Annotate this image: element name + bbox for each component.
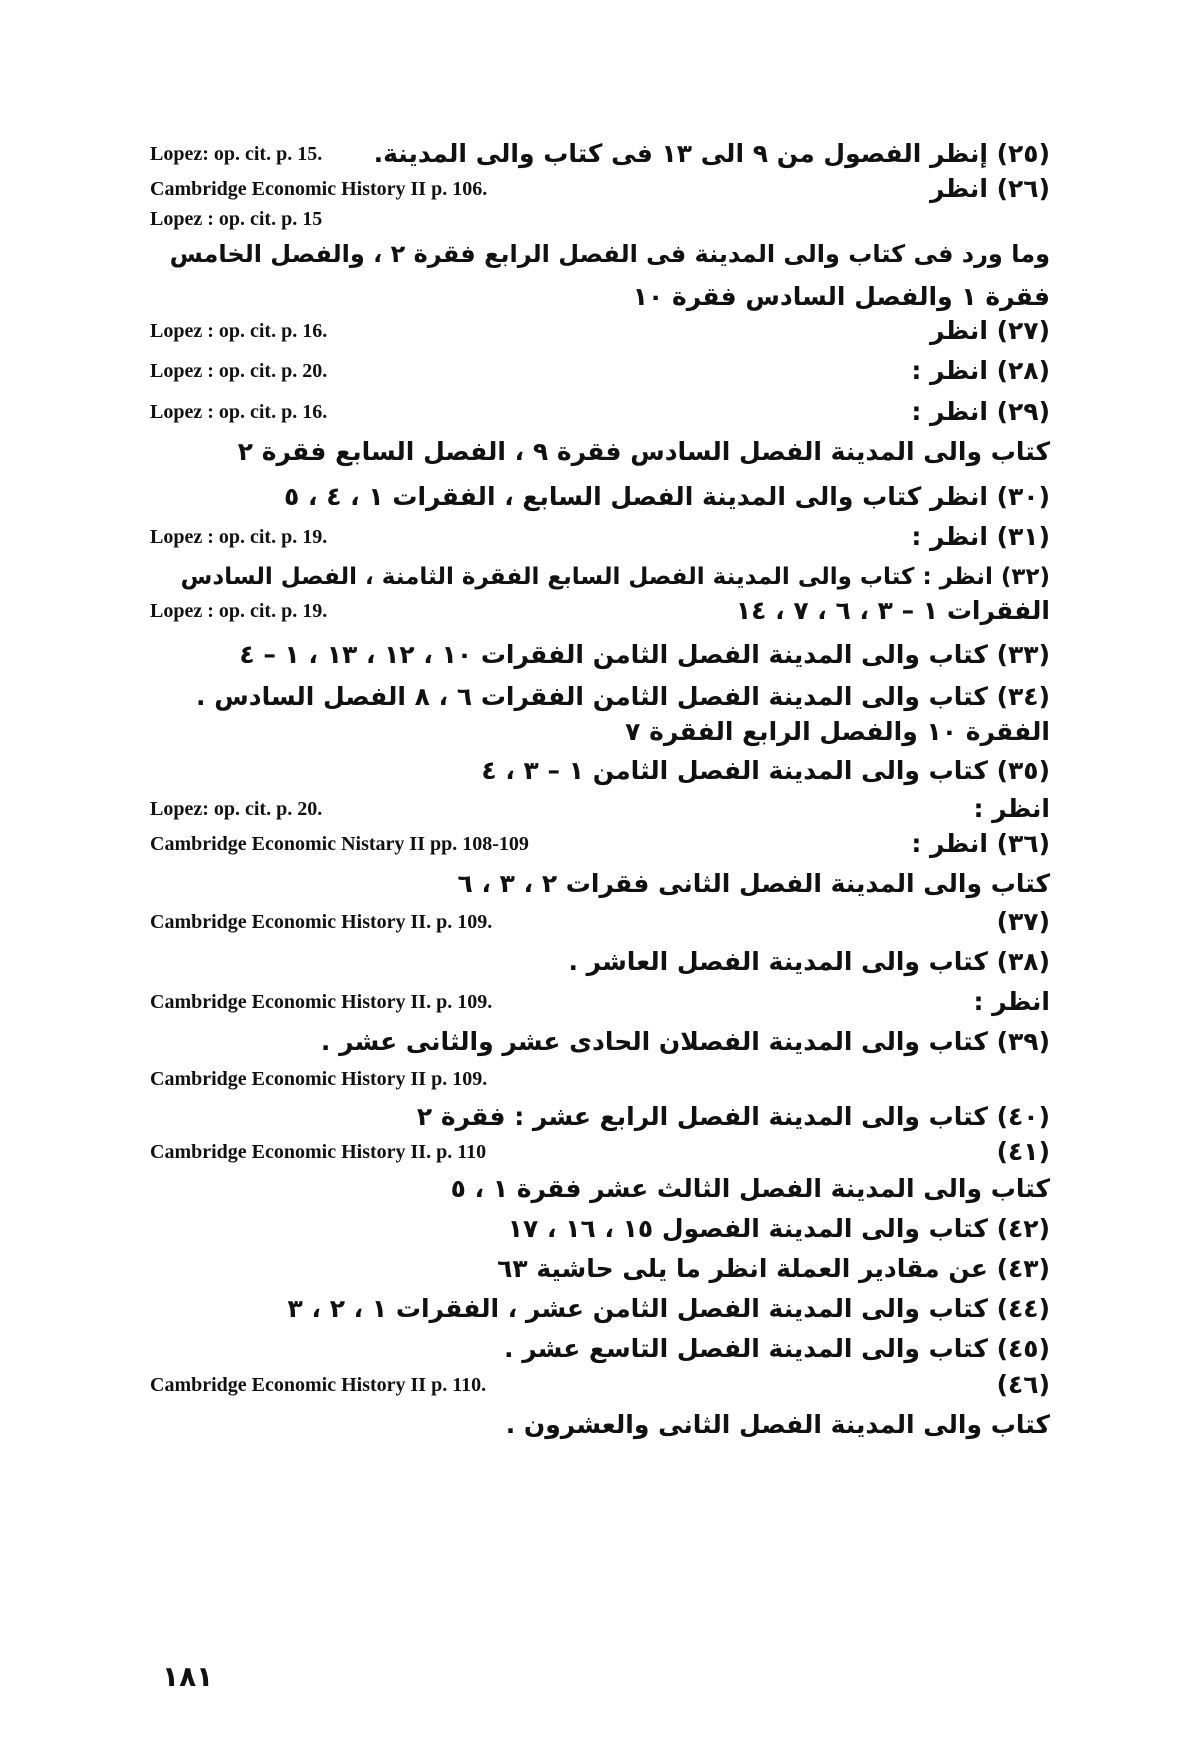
footnote-line	[150, 1023, 1050, 1061]
footnote-line	[150, 1133, 1050, 1171]
latin-citation: Cambridge Economic History II p. 110.	[150, 1374, 487, 1396]
footnote-line	[150, 1170, 1050, 1208]
latin-citation: Lopez : op. cit. p. 19.	[150, 526, 328, 548]
footnote-line	[150, 903, 1050, 941]
footnote-line	[150, 312, 1050, 350]
arabic-text: (٤٣) عن مقادير العملة انظر ما يلى حاشية ٦٣	[497, 1254, 1050, 1283]
footnote-line	[150, 393, 1050, 431]
latin-citation: Lopez : op. cit. p. 16.	[150, 320, 328, 342]
arabic-text: وما ورد فى كتاب والى المدينة فى الفصل الرابع فقرة ٢ ، والفصل الخامس	[169, 240, 1050, 268]
latin-citation: Cambridge Economic History II. p. 110	[150, 1141, 487, 1163]
footnote-line	[150, 1330, 1050, 1368]
footnote-line	[150, 558, 1050, 596]
arabic-text: انظر :	[973, 794, 1050, 823]
arabic-text: (٣٧)	[996, 907, 1050, 936]
latin-citation: Lopez : op. cit. p. 20.	[150, 360, 328, 382]
footnote-line	[150, 278, 1050, 316]
footnote-line	[150, 592, 1050, 630]
footnote-line	[150, 790, 1050, 828]
arabic-text: انظر :	[973, 987, 1050, 1016]
arabic-text: (٢٥) إنظر الفصول من ٩ الى ١٣ فى كتاب والى المدينة.	[373, 139, 1050, 168]
latin-citation: Lopez: op. cit. p. 20.	[150, 798, 323, 820]
latin-citation: Cambridge Economic History II p. 109.	[150, 1068, 488, 1090]
footnote-line	[150, 636, 1050, 674]
arabic-text: (٣٣) كتاب والى المدينة الفصل الثامن الفقرات ١٠ ، ١٢ ، ١٣ ، ١ – ٤	[239, 640, 1050, 669]
arabic-text: (٤٦)	[996, 1370, 1050, 1399]
footnote-line	[150, 983, 1050, 1021]
latin-citation: Lopez : op. cit. p. 19.	[150, 600, 328, 622]
latin-citation: Lopez : op. cit. p. 16.	[150, 401, 328, 423]
arabic-text: (٣٦) انظر :	[911, 829, 1050, 858]
arabic-text: (٣٩) كتاب والى المدينة الفصلان الحادى عشر والثانى عشر .	[320, 1027, 1050, 1056]
footnote-line	[150, 678, 1050, 716]
footnote-line	[150, 1366, 1050, 1404]
latin-citation: Cambridge Economic History II p. 106.	[150, 178, 488, 200]
footnote-line	[150, 200, 1050, 238]
footnote-line	[150, 1210, 1050, 1248]
arabic-text: (٤٢) كتاب والى المدينة الفصول ١٥ ، ١٦ ، ١٧	[507, 1214, 1050, 1243]
footnote-line	[150, 235, 1050, 273]
arabic-text: (٣١) انظر :	[911, 522, 1050, 551]
footnote-line	[150, 865, 1050, 903]
footnote-line	[150, 1098, 1050, 1136]
arabic-text: (٢٩) انظر :	[911, 397, 1050, 426]
footnote-line	[150, 518, 1050, 556]
footnote-line	[150, 752, 1050, 790]
arabic-text: (٤٥) كتاب والى المدينة الفصل التاسع عشر .	[504, 1334, 1050, 1363]
arabic-text: كتاب والى المدينة الفصل الثانى فقرات ٢ ، ٣ ، ٦	[457, 869, 1050, 898]
page-number: ١٨١	[162, 1660, 214, 1693]
arabic-text: (٣٤) كتاب والى المدينة الفصل الثامن الفقرات ٦ ، ٨ الفصل السادس .	[196, 682, 1050, 711]
arabic-text: (٢٦) انظر	[930, 174, 1050, 203]
footnote-line	[150, 433, 1050, 471]
arabic-text: (٣٨) كتاب والى المدينة الفصل العاشر .	[568, 947, 1050, 976]
arabic-text: (٢٨) انظر :	[911, 356, 1050, 385]
arabic-text: كتاب والى المدينة الفصل الثالث عشر فقرة ١ ، ٥	[450, 1174, 1050, 1203]
footnote-line	[150, 1406, 1050, 1444]
arabic-text: (٤١)	[996, 1137, 1050, 1166]
arabic-text: كتاب والى المدينة الفصل الثانى والعشرون .	[505, 1410, 1050, 1439]
latin-citation: Cambridge Economic History II. p. 109.	[150, 991, 493, 1013]
latin-citation: Lopez: op. cit. p. 15.	[150, 143, 323, 165]
arabic-text: (٣٢) انظر : كتاب والى المدينة الفصل السابع الفقرة الثامنة ، الفصل السادس	[180, 564, 1050, 590]
footnote-line	[150, 1290, 1050, 1328]
arabic-text: (٣٠) انظر كتاب والى المدينة الفصل السابع ، الفقرات ١ ، ٤ ، ٥	[284, 482, 1050, 511]
footnote-line	[150, 825, 1050, 863]
footnote-line	[150, 713, 1050, 751]
footnote-line	[150, 478, 1050, 516]
arabic-text: فقرة ١ والفصل السادس فقرة ١٠	[632, 282, 1050, 311]
arabic-text: (٤٤) كتاب والى المدينة الفصل الثامن عشر ، الفقرات ١ ، ٢ ، ٣	[287, 1294, 1050, 1323]
footnote-line	[150, 352, 1050, 390]
arabic-text: الفقرة ١٠ والفصل الرابع الفقرة ٧	[625, 717, 1050, 746]
footnote-line	[150, 135, 1050, 173]
footnote-line	[150, 943, 1050, 981]
arabic-text: (٣٥) كتاب والى المدينة الفصل الثامن ١ – ٣ ، ٤	[481, 756, 1050, 785]
latin-citation: Lopez : op. cit. p. 15	[150, 208, 323, 230]
latin-citation: Cambridge Economic History II. p. 109.	[150, 911, 493, 933]
arabic-text: (٢٧) انظر	[930, 316, 1050, 345]
footnote-line	[150, 1250, 1050, 1288]
arabic-text: كتاب والى المدينة الفصل السادس فقرة ٩ ، الفصل السابع فقرة ٢	[237, 437, 1050, 466]
arabic-text: الفقرات ١ – ٣ ، ٦ ، ٧ ، ١٤	[735, 596, 1050, 625]
footnote-line	[150, 1060, 1050, 1098]
arabic-text: (٤٠) كتاب والى المدينة الفصل الرابع عشر : فقرة ٢	[416, 1102, 1050, 1131]
latin-citation: Cambridge Economic Nistary II pp. 108-109	[150, 833, 529, 855]
